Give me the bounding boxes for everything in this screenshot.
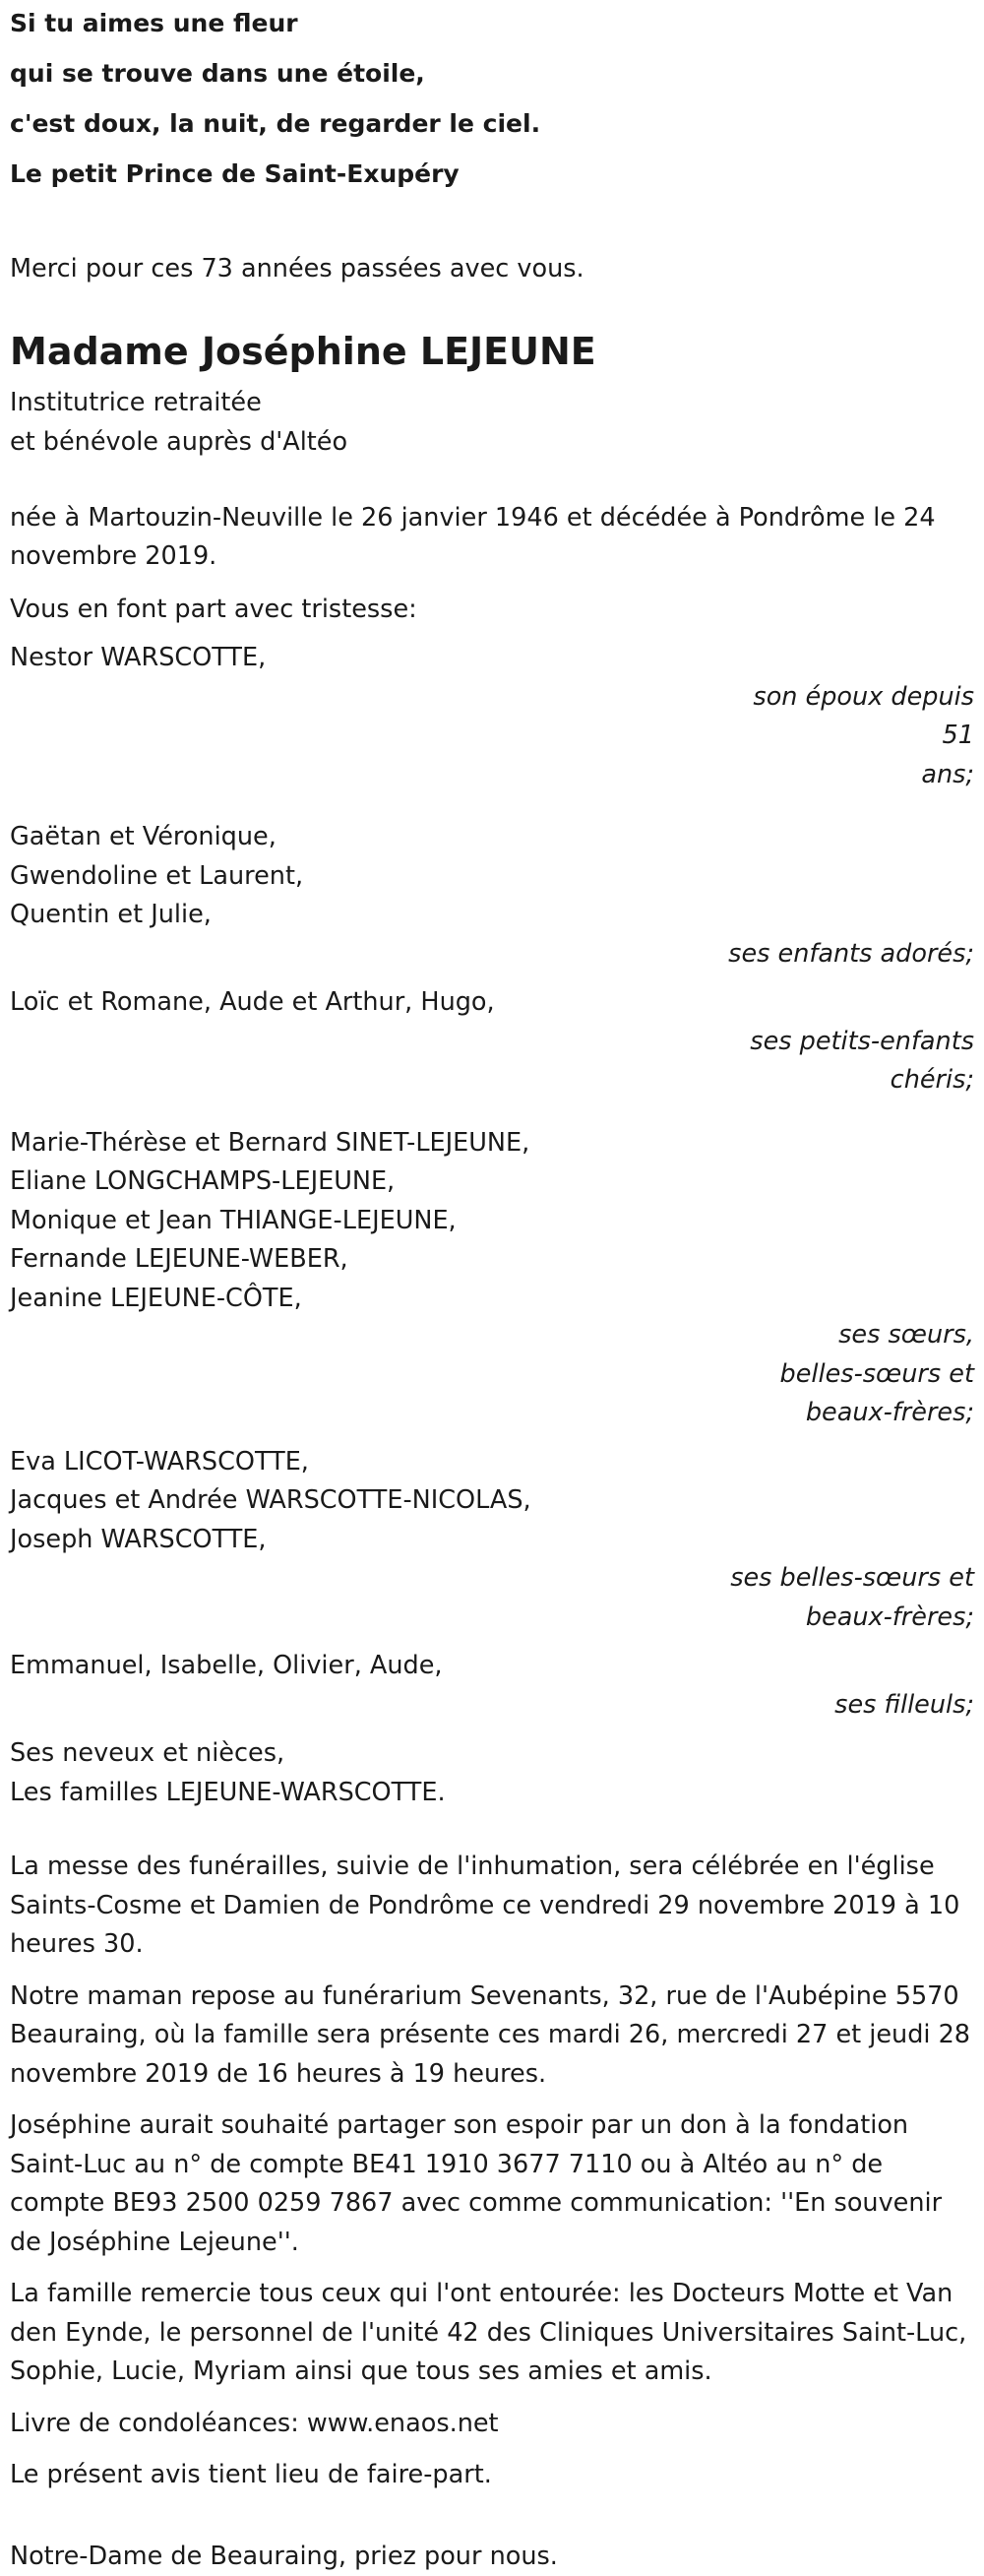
birth-death-text: née à Martouzin-Neuville le 26 janvier 1946 et décédée à Pondrôme le 24 novembre 2019.	[10, 499, 974, 577]
relation-line: beaux-frères;	[718, 1599, 974, 1638]
relation	[728, 935, 974, 974]
relation-line: son époux depuis 51	[718, 678, 974, 756]
poem-attribution: Le petit Prince de Saint-Exupéry	[10, 155, 974, 194]
role-line: Institutrice retraitée	[10, 383, 974, 422]
family-name: Joseph WARSCOTTE,	[10, 1521, 974, 1560]
acknowledgement-text: La famille remercie tous ceux qui l'ont entourée: les Docteurs Motte et Van den Eynde, le personnel de l'unité 42 des Cliniques Universitaires Saint-Luc, Sophie, Lucie, Myriam ainsi que tous ses amies et amis.	[10, 2275, 974, 2392]
relation	[718, 1023, 974, 1100]
family-name: Jacques et Andrée WARSCOTTE-NICOLAS,	[10, 1481, 974, 1521]
relation	[718, 1686, 974, 1726]
family-group-inlaws	[10, 1443, 974, 1638]
relation-line: ans;	[718, 756, 974, 795]
family-group-godchildren	[10, 1647, 974, 1725]
family-name: Gwendoline et Laurent,	[10, 857, 974, 897]
family-group-grandchildren	[10, 983, 974, 1100]
deceased-roles	[10, 383, 974, 462]
closing-prayer: Notre-Dame de Beauraing, priez pour nous.	[10, 2538, 974, 2576]
poem-line: qui se trouve dans une étoile,	[10, 54, 974, 94]
family-name: Gaëtan et Véronique,	[10, 818, 974, 857]
relation-line: ses petits-enfants	[718, 1023, 974, 1062]
family-group-children	[10, 818, 974, 974]
details-section	[10, 1848, 974, 2495]
announce-text: Vous en font part avec tristesse:	[10, 591, 974, 630]
deceased-name: Madame Joséphine LEJEUNE	[10, 332, 974, 371]
relation	[718, 1559, 974, 1637]
donation-text: Joséphine aurait souhaité partager son espoir par un don à la fondation Saint-Luc au n° de compte BE41 1910 3677 7110 ou à Altéo au n° de compte BE93 2500 0259 7867 avec comme communication: ''En souvenir de Joséphine Lejeune''.	[10, 2106, 974, 2262]
family-group-spouse	[10, 639, 974, 794]
relation-line: belles-sœurs et	[718, 1355, 974, 1395]
condolence-book-text: Livre de condoléances: www.enaos.net	[10, 2405, 974, 2444]
family-name: Ses neveux et nièces,	[10, 1734, 974, 1774]
relation-line: ses enfants adorés;	[728, 935, 974, 974]
relation	[718, 678, 974, 795]
poem-line: c'est doux, la nuit, de regarder le ciel.	[10, 104, 974, 144]
family-name: Les familles LEJEUNE-WARSCOTTE.	[10, 1774, 974, 1813]
poem-line: Si tu aimes une fleur	[10, 4, 974, 43]
family-name: Marie-Thérèse et Bernard SINET-LEJEUNE,	[10, 1124, 974, 1163]
visitation-text: Notre maman repose au funérarium Sevenants, 32, rue de l'Aubépine 5570 Beauraing, où la famille sera présente ces mardi 26, mercredi 27 et jeudi 28 novembre 2019 de 16 heures à 19 heures.	[10, 1978, 974, 2095]
family-name: Fernande LEJEUNE-WEBER,	[10, 1240, 974, 1280]
family-name: Quentin et Julie,	[10, 896, 974, 935]
family-group-siblings	[10, 1124, 974, 1433]
relation-line: chéris;	[718, 1061, 974, 1100]
poem	[10, 0, 974, 194]
relation-line: ses sœurs,	[718, 1316, 974, 1355]
family-name: Jeanine LEJEUNE-CÔTE,	[10, 1280, 974, 1319]
relation	[718, 1316, 974, 1433]
family-name: Emmanuel, Isabelle, Olivier, Aude,	[10, 1647, 974, 1686]
funeral-text: La messe des funérailles, suivie de l'inhumation, sera célébrée en l'église Saints-Cosme et Damien de Pondrôme ce vendredi 29 novembre 2019 à 10 heures 30.	[10, 1848, 974, 1965]
family-name: Eva LICOT-WARSCOTTE,	[10, 1443, 974, 1482]
relation-line: ses belles-sœurs et	[718, 1559, 974, 1599]
notice-text: Le présent avis tient lieu de faire-part.	[10, 2456, 974, 2495]
family-group-others	[10, 1734, 974, 1812]
relation-line: ses filleuls;	[718, 1686, 974, 1726]
family-name: Monique et Jean THIANGE-LEJEUNE,	[10, 1202, 974, 1241]
role-line: et bénévole auprès d'Altéo	[10, 422, 974, 462]
relation-line: beaux-frères;	[718, 1394, 974, 1433]
family-name: Nestor WARSCOTTE,	[10, 639, 974, 678]
family-name: Eliane LONGCHAMPS-LEJEUNE,	[10, 1162, 974, 1202]
family-name: Loïc et Romane, Aude et Arthur, Hugo,	[10, 983, 974, 1023]
thanks-line: Merci pour ces 73 années passées avec vous.	[10, 250, 974, 289]
